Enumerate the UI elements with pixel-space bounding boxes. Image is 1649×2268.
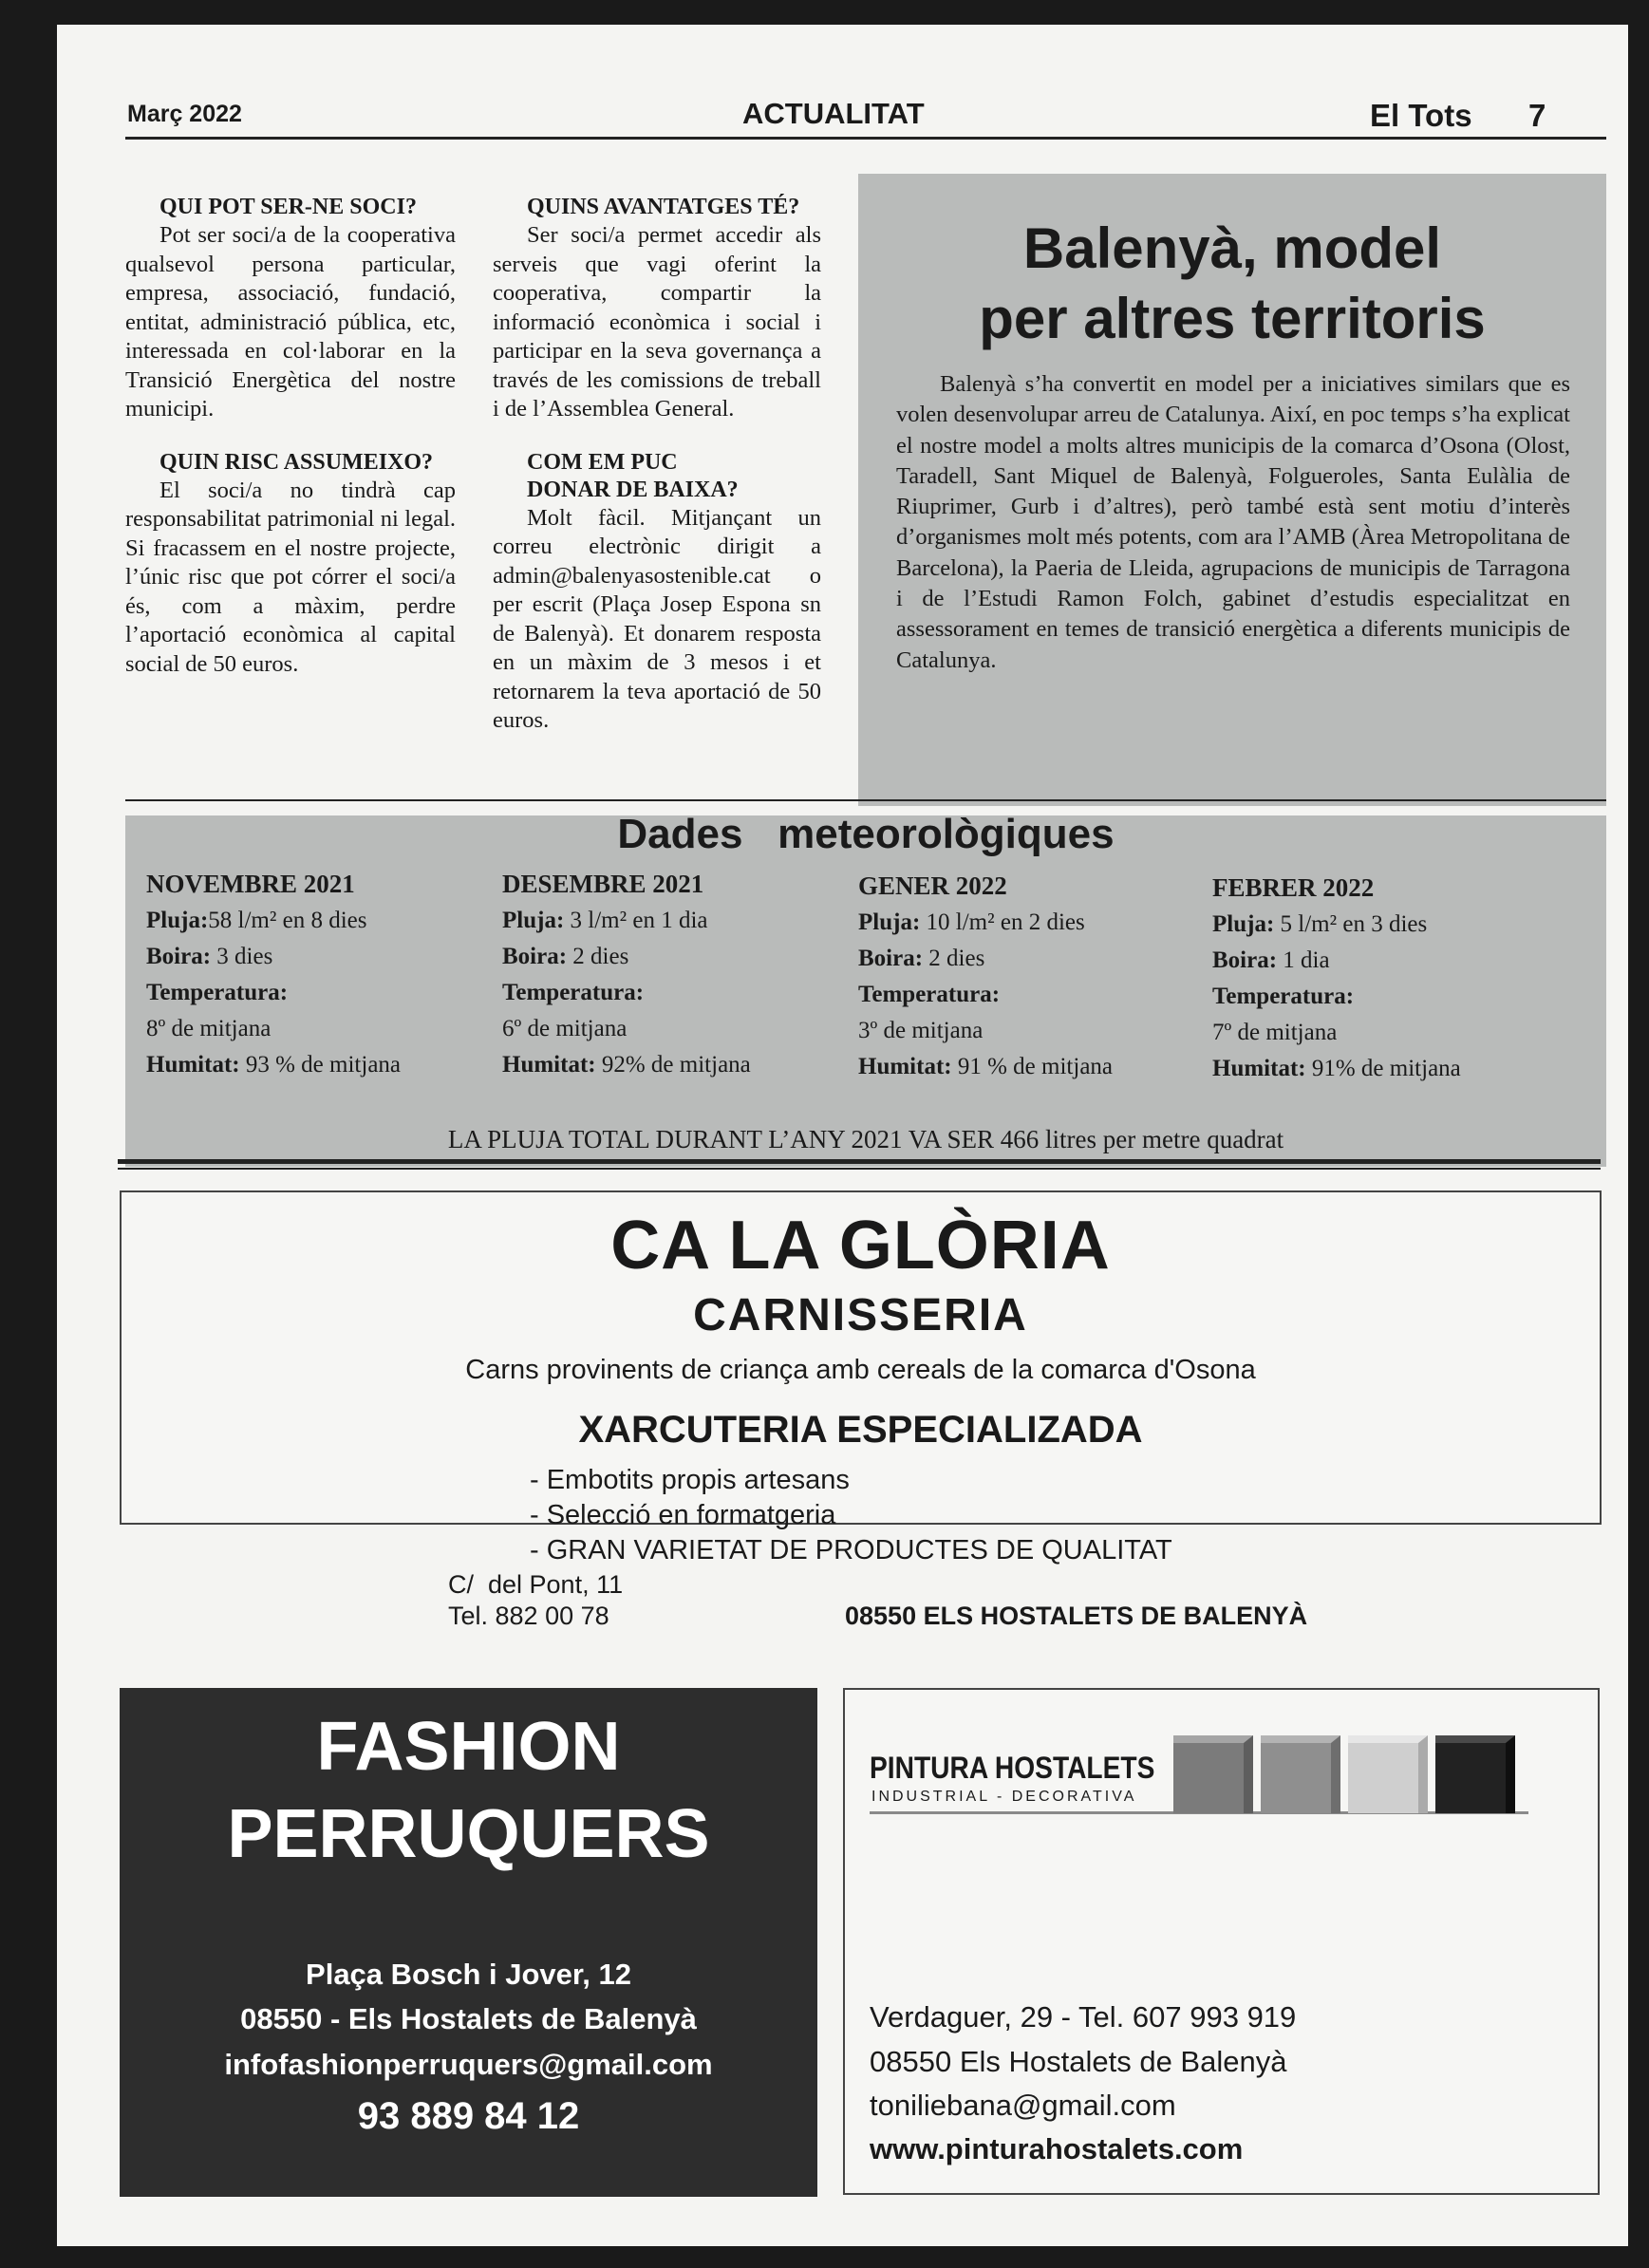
question-text: Ser soci/a permet accedir als serveis que vagi oferint la cooperativa, compartir la informació econòmica i social i participar en la seva governança a través de les comissions de treball i de l’Assemblea General. — [493, 222, 821, 422]
shop-phone: Tel. 882 00 78 — [448, 1602, 609, 1630]
question-title: COM EM PUC — [527, 449, 678, 475]
shop-town: 08550 ELS HOSTALETS DE BALENYÀ — [845, 1602, 1308, 1630]
rain-label: Pluja: — [502, 908, 565, 933]
article-column-left — [125, 194, 456, 679]
pintura-email: toniliebana@gmail.com — [870, 2089, 1176, 2122]
temperature-value: 3º de mitjana — [858, 1018, 984, 1043]
humidity-label: Humitat: — [858, 1054, 952, 1079]
humidity-label: Humitat: — [1212, 1056, 1306, 1081]
humidity-label: Humitat: — [146, 1052, 240, 1078]
list-item: - Selecció en formatgeria — [530, 1500, 836, 1530]
month-name: GENER 2022 — [858, 872, 1007, 900]
pintura-subtitle: INDUSTRIAL - DECORATIVA — [871, 1789, 1137, 1805]
fashion-address: Plaça Bosch i Jover, 12 — [306, 1958, 631, 1991]
fashion-line2: PERRUQUERS — [227, 1796, 710, 1872]
feature-title-line: Balenyà, model — [1022, 216, 1442, 280]
ad-fashion-perruquers — [120, 1688, 817, 2197]
header-page-number: 7 — [1528, 98, 1546, 133]
pintura-web[interactable]: www.pinturahostalets.com — [870, 2132, 1244, 2165]
paint-cube-icon — [1435, 1735, 1515, 1813]
double-rule — [118, 1159, 1601, 1164]
feature-text: Balenyà s’ha convertit en model per a iniciatives similars que es volen desenvolupar arreu de Catalunya. Així, en poc temps s’ha explicat el nostre model a molts altres municipis de la comarca d’Osona (Olost, Taradell, Sant Miquel de Balenyà, Folgueroles, Santa Eulàlia de Riuprimer, Gurb i d’altres), però també està sent motiu d’interès d’organismes molt més potents, com ara l’AMB (Àrea Metropolitana de Barcelona), la Paeria de Lleida, agrupacions de municipis de Tarragona i de l’Estudi Ramon Folch, gabinet d’estudis especialitzat en assessorament en temes de transició energètica a diferents municipis de Catalunya. — [896, 371, 1570, 673]
rain-label: Pluja: — [1212, 911, 1275, 937]
feature-box — [858, 174, 1606, 806]
question-text: El soci/a no tindrà cap responsabilitat patrimonial ni legal. Si fracassem en el nostre projecte, l’únic risc que pot córrer el soci/a és, com a màxim, perdre l’aportació econòmica al capital social de 50 euros. — [125, 477, 456, 677]
header-publication: El Tots — [1370, 98, 1472, 133]
feature-title — [858, 214, 1606, 354]
temperature-value: 6º de mitjana — [502, 1016, 628, 1041]
rain-value: 10 l/m² en 2 dies — [926, 909, 1085, 935]
rain-label: Pluja: — [146, 908, 209, 933]
temperature-label: Temperatura: — [146, 980, 289, 1005]
weather-month — [1212, 869, 1461, 1087]
fashion-line1: FASHION — [316, 1709, 621, 1785]
list-item: - Embotits propis artesans — [530, 1465, 850, 1495]
header-section: ACTUALITAT — [742, 97, 925, 130]
month-name: FEBRER 2022 — [1212, 873, 1375, 902]
fog-label: Boira: — [1212, 947, 1278, 973]
rain-label: Pluja: — [858, 909, 921, 935]
paint-cube-icon — [1261, 1735, 1340, 1813]
question-title: QUIN RISC ASSUMEIXO? — [159, 449, 434, 475]
rain-value: 58 l/m² en 8 dies — [208, 908, 367, 933]
pintura-address: Verdaguer, 29 - Tel. 607 993 919 — [870, 2000, 1297, 2034]
shop-items — [530, 1463, 1172, 1568]
shop-address: C/ del Pont, 11 — [448, 1570, 624, 1599]
weather-month — [858, 867, 1113, 1085]
double-rule — [118, 1168, 1601, 1170]
temperature-label: Temperatura: — [502, 980, 645, 1005]
question-text: Molt fàcil. Mitjançant un correu electrònic dirigit a admin@balenyasostenible.cat o per escrit (Plaça Josep Espona sn de Balenyà). Et donarem resposta en un màxim de 3 mesos i et retornarem la teva aportació de 50 euros. — [493, 504, 821, 733]
ad-pintura-hostalets — [843, 1688, 1600, 2195]
weather-month — [502, 865, 751, 1083]
fog-value: 3 dies — [216, 944, 273, 969]
question-title: DONAR DE BAIXA? — [527, 477, 739, 502]
pintura-town: 08550 Els Hostalets de Balenyà — [870, 2045, 1287, 2078]
humidity-value: 91 % de mitjana — [957, 1054, 1114, 1079]
weather-box — [125, 811, 1606, 1167]
ad-ca-la-gloria — [120, 1190, 1602, 1630]
weather-month — [146, 865, 401, 1083]
humidity-value: 91% de mitjana — [1311, 1056, 1461, 1081]
question-title: QUINS AVANTATGES TÉ? — [527, 195, 800, 219]
fog-label: Boira: — [146, 944, 212, 969]
shop-name: CA LA GLÒRIA — [610, 1208, 1111, 1284]
humidity-value: 93 % de mitjana — [245, 1052, 402, 1078]
fog-value: 2 dies — [928, 946, 985, 971]
newspaper-page — [57, 25, 1628, 2246]
month-name: DESEMBRE 2021 — [502, 870, 704, 898]
month-name: NOVEMBRE 2021 — [146, 870, 355, 898]
fashion-email: infofashionperruquers@gmail.com — [224, 2048, 713, 2081]
temperature-label: Temperatura: — [858, 982, 1001, 1007]
header-rule — [125, 137, 1606, 140]
rain-value: 5 l/m² en 3 dies — [1280, 911, 1428, 937]
fog-value: 2 dies — [572, 944, 629, 969]
shop-specialty: XARCUTERIA ESPECIALIZADA — [578, 1409, 1143, 1451]
paint-cube-icon — [1348, 1735, 1428, 1813]
fashion-town: 08550 - Els Hostalets de Balenyà — [240, 2002, 697, 2035]
article-column-middle — [493, 194, 821, 736]
temperature-value: 7º de mitjana — [1212, 1020, 1338, 1045]
section-rule — [125, 799, 1606, 801]
temperature-value: 8º de mitjana — [146, 1016, 272, 1041]
weather-title: Dades meteorològiques — [617, 811, 1115, 857]
header-date: Març 2022 — [127, 101, 242, 127]
fashion-phone: 93 889 84 12 — [357, 2095, 580, 2137]
temperature-label: Temperatura: — [1212, 984, 1355, 1009]
question-text: Pot ser soci/a de la cooperativa qualsevol persona particular, empresa, associació, fundació, entitat, administració pública, etc, interessada en col·laborar en la Transició Energètica del nostre municipi. — [125, 222, 456, 422]
humidity-label: Humitat: — [502, 1052, 596, 1078]
shop-type: CARNISSERIA — [693, 1290, 1028, 1340]
humidity-value: 92% de mitjana — [601, 1052, 751, 1078]
feature-title-line: per altres territoris — [979, 287, 1486, 350]
fog-label: Boira: — [858, 946, 924, 971]
paint-cube-icon — [1173, 1735, 1253, 1813]
rain-value: 3 l/m² en 1 dia — [570, 908, 708, 933]
fog-value: 1 dia — [1283, 947, 1330, 973]
list-item: - GRAN VARIETAT DE PRODUCTES DE QUALITAT — [530, 1535, 1172, 1565]
weather-footer: LA PLUJA TOTAL DURANT L’ANY 2021 VA SER 466 litres per metre quadrat — [447, 1125, 1284, 1153]
fog-label: Boira: — [502, 944, 568, 969]
question-title: QUI POT SER-NE SOCI? — [159, 195, 417, 219]
shop-tagline: Carns provinents de criança amb cereals de la comarca d'Osona — [465, 1355, 1256, 1385]
pintura-name: PINTURA HOSTALETS — [870, 1751, 1155, 1785]
